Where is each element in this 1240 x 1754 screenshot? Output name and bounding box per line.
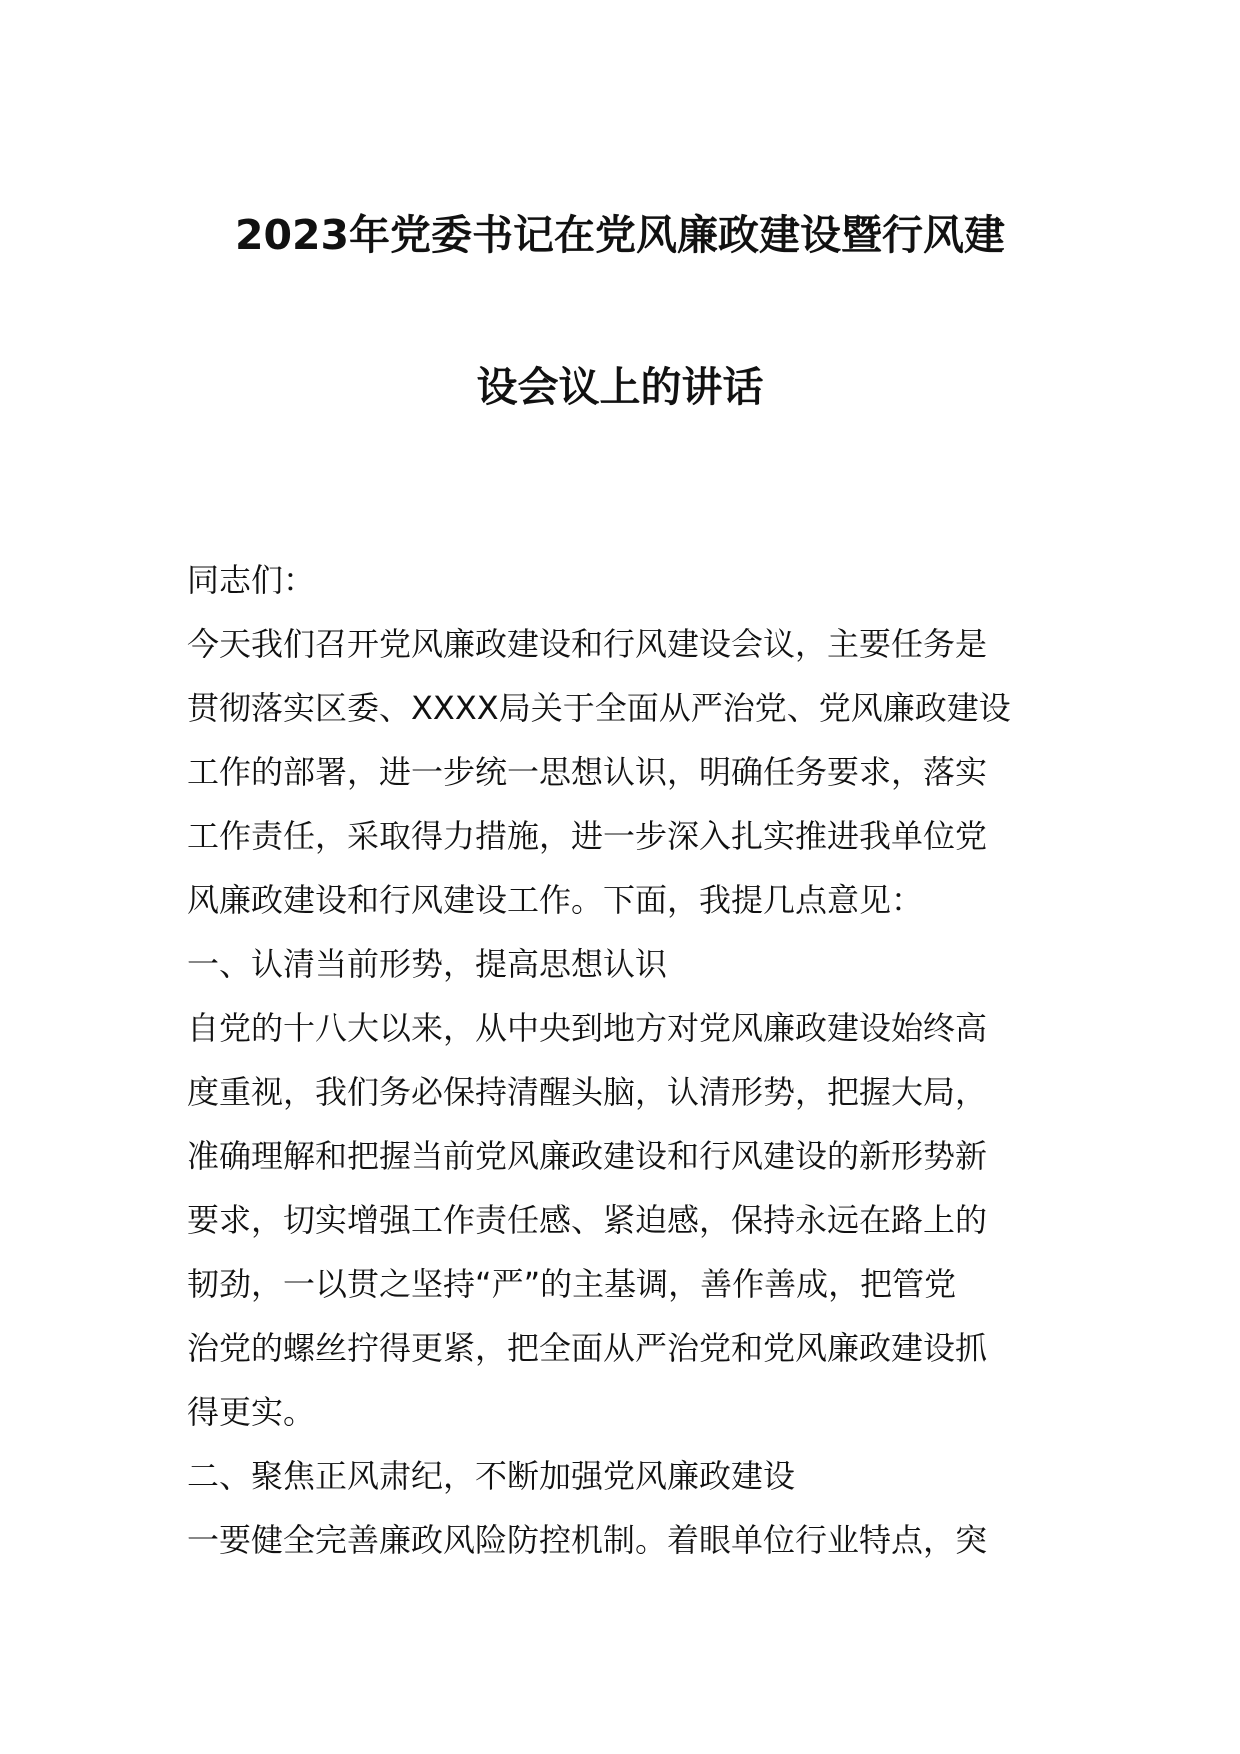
paragraph-line: 治党的螺丝拧得更紧，把全面从严治党和党风廉政建设抓 — [187, 1329, 988, 1367]
paragraph-line: 得更实。 — [187, 1393, 316, 1431]
document-body — [187, 548, 1067, 1572]
paragraph-line: 工作责任，采取得力措施，进一步深入扎实推进我单位党 — [187, 817, 988, 855]
document-title-line-2: 设会议上的讲话 — [476, 363, 764, 411]
paragraph-line: 风廉政建设和行风建设工作。下面，我提几点意见： — [187, 881, 924, 919]
paragraph-line: 贯彻落实区委、XXXX局关于全面从严治党、党风廉政建设 — [187, 689, 1011, 727]
paragraph-line: 自党的十八大以来，从中央到地方对党风廉政建设始终高 — [187, 1009, 988, 1047]
paragraph-line: 要求，切实增强工作责任感、紧迫感，保持永远在路上的 — [187, 1201, 988, 1239]
paragraph-line: 工作的部署，进一步统一思想认识，明确任务要求，落实 — [187, 753, 988, 791]
section-heading-2: 二、聚焦正风肃纪，不断加强党风廉政建设 — [187, 1457, 796, 1495]
paragraph-line: 准确理解和把握当前党风廉政建设和行风建设的新形势新 — [187, 1137, 988, 1175]
section-heading-1: 一、认清当前形势，提高思想认识 — [187, 945, 668, 983]
paragraph-line: 一要健全完善廉政风险防控机制。着眼单位行业特点，突 — [187, 1521, 988, 1559]
paragraph-line: 韧劲，一以贯之坚持“严”的主基调，善作善成，把管党 — [187, 1265, 957, 1303]
document-title-line-1: 2023年党委书记在党风廉政建设暨行风建 — [234, 211, 1006, 259]
salutation: 同志们： — [187, 561, 316, 599]
paragraph-line: 今天我们召开党风廉政建设和行风建设会议，主要任务是 — [187, 625, 988, 663]
paragraph-line: 度重视，我们务必保持清醒头脑，认清形势，把握大局， — [187, 1073, 988, 1111]
